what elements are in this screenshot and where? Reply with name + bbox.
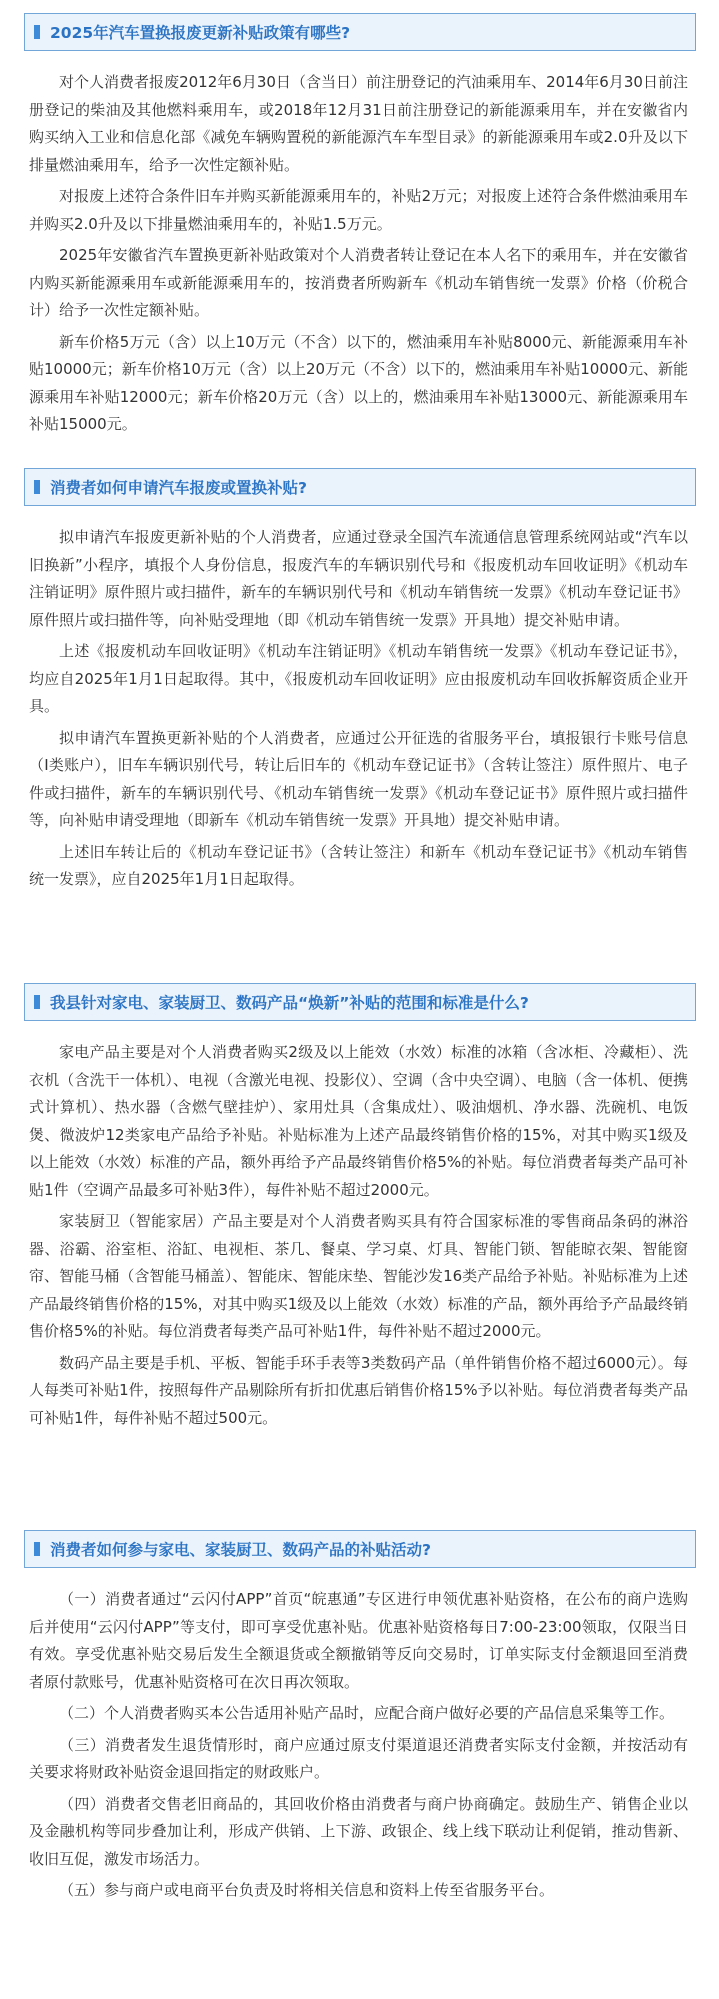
section-marker-icon xyxy=(34,25,40,39)
section-title: 消费者如何参与家电、家装厨卫、数码产品的补贴活动? xyxy=(50,1541,431,1559)
paragraph: （一）消费者通过“云闪付APP”首页“皖惠通”专区进行申领优惠补贴资格，在公布的商户选购后并使用“云闪付APP”等支付，即可享受优惠补贴。优惠补贴资格每日7:00-23:00领取，仅限当日有效。享受优惠补贴交易后发生全额退货或全额撤销等反向交易时，订单实际支付金额退回至消费者原付款账号，优惠补贴资格可在次日再次领取。 xyxy=(29,1590,688,1691)
section-title: 消费者如何申请汽车报废或置换补贴? xyxy=(50,479,307,497)
section-body xyxy=(24,506,696,894)
section-header xyxy=(24,1530,696,1568)
paragraph: 拟申请汽车置换更新补贴的个人消费者，应通过公开征选的省服务平台，填报银行卡账号信息（I类账户），旧车车辆识别代号，转让后旧车的《机动车登记证书》（含转让签注）原件照片、电子件或扫描件，新车的车辆识别代号、《机动车销售统一发票》《机动车登记证书》原件照片或扫描件等，向补贴申请受理地（即新车《机动车销售统一发票》开具地）提交补贴申请。 xyxy=(29,728,688,829)
section-marker-icon xyxy=(34,1542,40,1556)
section-header xyxy=(24,468,696,506)
section-car-application xyxy=(24,468,696,894)
paragraph: 2025年安徽省汽车置换更新补贴政策对个人消费者转让登记在本人名下的乘用车，并在安徽省内购买新能源乘用车或新能源乘用车的，按消费者所购新车《机动车销售统一发票》价格（价税合计）给予一次性定额补贴。 xyxy=(29,246,688,319)
section-body xyxy=(24,1021,696,1432)
paragraph: 拟申请汽车报废更新补贴的个人消费者，应通过登录全国汽车流通信息管理系统网站或“汽车以旧换新”小程序，填报个人身份信息，报废汽车的车辆识别代号和《报废机动车回收证明》《机动车注销证明》原件照片或扫描件，新车的车辆识别代号和《机动车销售统一发票》《机动车登记证书》原件照片或扫描件等，向补贴受理地（即《机动车销售统一发票》开具地）提交补贴申请。 xyxy=(29,528,688,629)
section-appliance-scope xyxy=(24,983,696,1432)
section-header xyxy=(24,983,696,1021)
section-car-policy xyxy=(24,13,696,439)
section-header xyxy=(24,13,696,51)
paragraph: 上述《报废机动车回收证明》《机动车注销证明》《机动车销售统一发票》《机动车登记证书》，均应自2025年1月1日起取得。其中，《报废机动车回收证明》应由报废机动车回收拆解资质企业开具。 xyxy=(29,642,688,715)
section-body xyxy=(24,51,696,439)
paragraph: 对个人消费者报废2012年6月30日（含当日）前注册登记的汽油乘用车、2014年6月30日前注册登记的柴油及其他燃料乘用车，或2018年12月31日前注册登记的新能源乘用车，并在安徽省内购买纳入工业和信息化部《减免车辆购置税的新能源汽车车型目录》的新能源乘用车或2.0升及以下排量燃油乘用车，给予一次性定额补贴。 xyxy=(29,73,688,174)
paragraph: （五）参与商户或电商平台负责及时将相关信息和资料上传至省服务平台。 xyxy=(59,1881,555,1899)
paragraph: 数码产品主要是手机、平板、智能手环手表等3类数码产品（单件销售价格不超过6000元）。每人每类可补贴1件，按照每件产品剔除所有折扣优惠后销售价格15%予以补贴。每位消费者每类产品可补贴1件，每件补贴不超过500元。 xyxy=(29,1353,688,1427)
paragraph: （四）消费者交售老旧商品的，其回收价格由消费者与商户协商确定。鼓励生产、销售企业以及金融机构等同步叠加让利，形成产供销、上下游、政银企、线上线下联动让利促销，推动售新、收旧互促，激发市场活力。 xyxy=(29,1794,688,1868)
section-title: 我县针对家电、家装厨卫、数码产品“焕新”补贴的范围和标准是什么? xyxy=(50,994,529,1012)
paragraph: 家电产品主要是对个人消费者购买2级及以上能效（水效）标准的冰箱（含冰柜、冷藏柜）、洗衣机（含洗干一体机）、电视（含激光电视、投影仪）、空调（含中央空调）、电脑（含一体机、便携式计算机）、热水器（含燃气壁挂炉）、家用灶具（含集成灶）、吸油烟机、净水器、洗碗机、电饭煲、微波炉12类家电产品给予补贴。补贴标准为上述产品最终销售价格的15%，对其中购买1级及以上能效（水效）标准的产品，额外再给予产品最终销售价格5%的补贴。每位消费者每类产品可补贴1件（空调产品最多可补贴3件），每件补贴不超过2000元。 xyxy=(29,1043,688,1199)
paragraph: 家装厨卫（智能家居）产品主要是对个人消费者购买具有符合国家标准的零售商品条码的淋浴器、浴霸、浴室柜、浴缸、电视柜、茶几、餐桌、学习桌、灯具、智能门锁、智能晾衣架、智能窗帘、智能马桶（含智能马桶盖）、智能床、智能床垫、智能沙发16类产品给予补贴。补贴标准为上述产品最终销售价格的15%，对其中购买1级及以上能效（水效）标准的产品，额外再给予产品最终销售价格5%的补贴。每位消费者每类产品可补贴1件，每件补贴不超过2000元。 xyxy=(29,1212,688,1340)
paragraph: 上述旧车转让后的《机动车登记证书》（含转让签注）和新车《机动车登记证书》《机动车销售统一发票》，应自2025年1月1日起取得。 xyxy=(29,842,688,888)
section-marker-icon xyxy=(34,480,40,494)
paragraph: （二）个人消费者购买本公告适用补贴产品时，应配合商户做好必要的产品信息采集等工作。 xyxy=(59,1704,675,1722)
paragraph: 对报废上述符合条件旧车并购买新能源乘用车的，补贴2万元；对报废上述符合条件燃油乘用车并购买2.0升及以下排量燃油乘用车的，补贴1.5万元。 xyxy=(29,187,688,233)
section-body xyxy=(24,1568,696,1905)
section-appliance-participation xyxy=(24,1530,696,1905)
paragraph: 新车价格5万元（含）以上10万元（不含）以下的，燃油乘用车补贴8000元、新能源乘用车补贴10000元；新车价格10万元（含）以上20万元（不含）以下的，燃油乘用车补贴10000元、新能源乘用车补贴12000元；新车价格20万元（含）以上的，燃油乘用车补贴13000元、新能源乘用车补贴15000元。 xyxy=(29,332,688,433)
paragraph: （三）消费者发生退货情形时，商户应通过原支付渠道退还消费者实际支付金额，并按活动有关要求将财政补贴资金退回指定的财政账户。 xyxy=(29,1735,688,1781)
section-title: 2025年汽车置换报废更新补贴政策有哪些? xyxy=(50,24,351,42)
section-marker-icon xyxy=(34,995,40,1009)
